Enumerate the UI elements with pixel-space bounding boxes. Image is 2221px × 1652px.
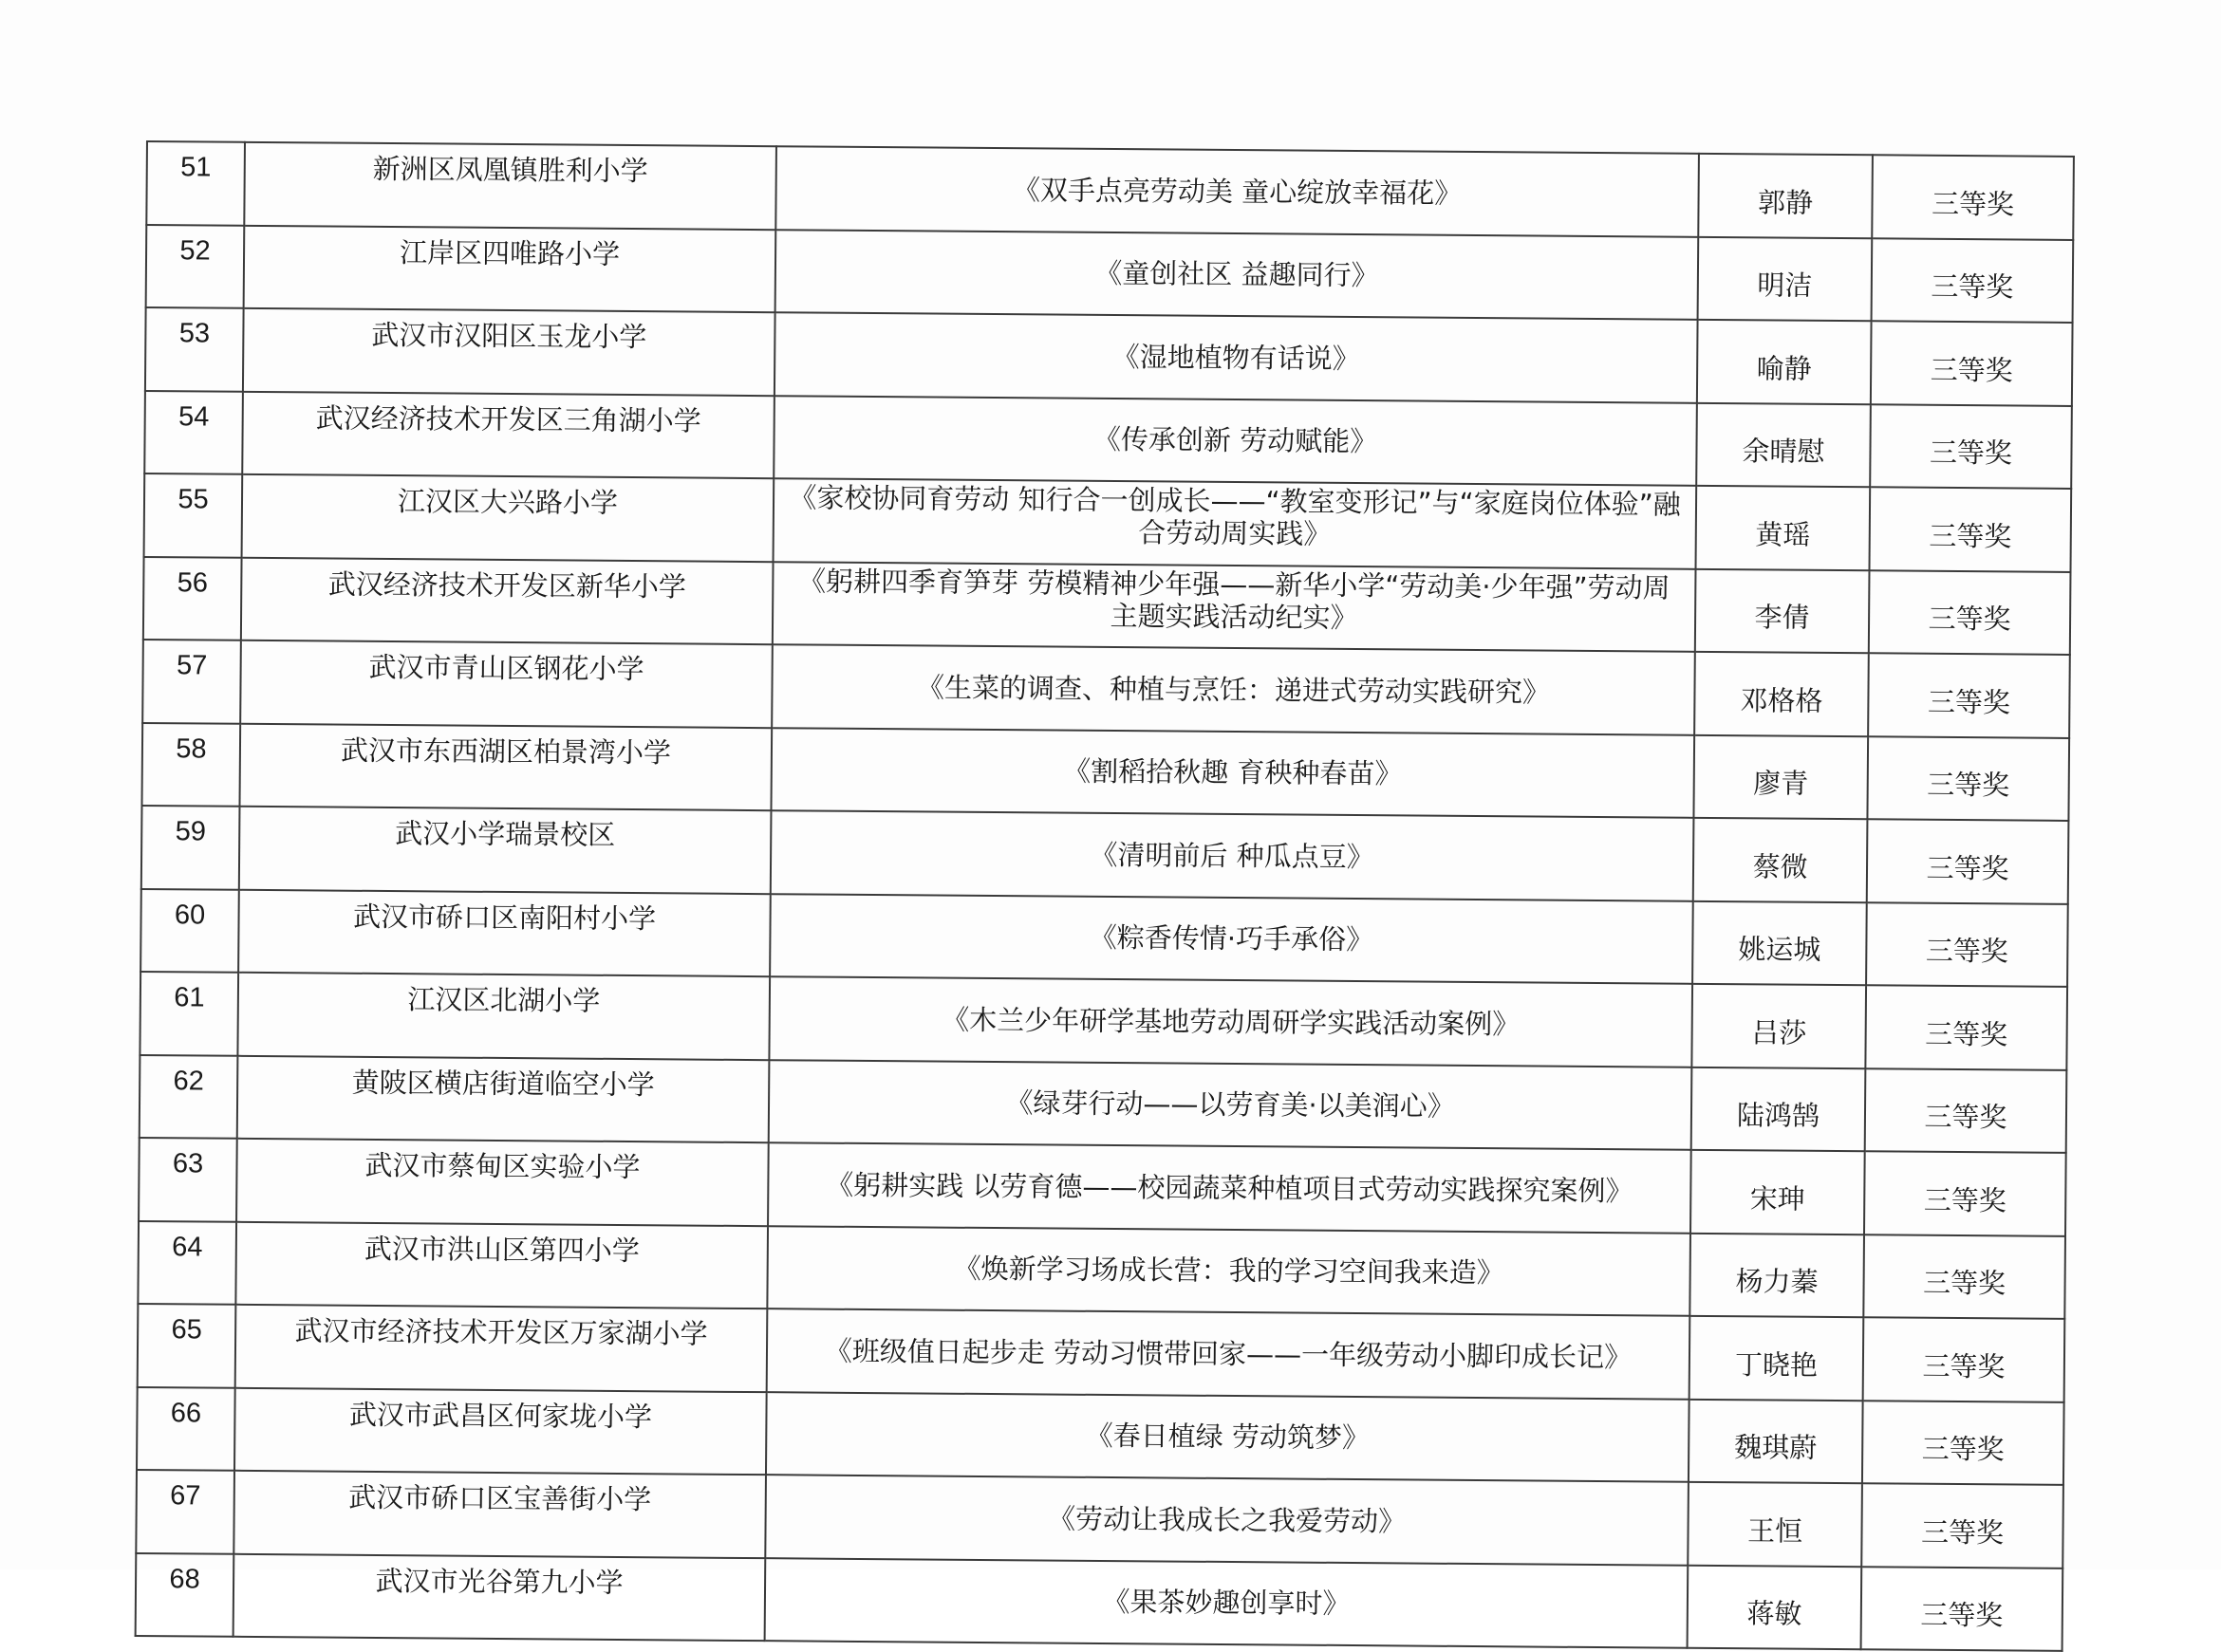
- case-title-cell: 《躬耕四季育笋芽 劳模精神少年强——新华小学“劳动美·少年强”劳动周主题实践活动纪实》: [773, 562, 1696, 652]
- award-level-cell: 三等奖: [1869, 570, 2071, 655]
- row-number-cell: 55: [144, 473, 243, 557]
- award-list-table: [135, 140, 2075, 1652]
- school-name-cell: 武汉市武昌区何家垅小学: [234, 1387, 767, 1475]
- school-name-cell: 江岸区四唯路小学: [244, 225, 776, 312]
- row-number-cell: 63: [139, 1138, 237, 1221]
- teacher-name-cell: 姚运城: [1692, 900, 1867, 985]
- case-title-cell: 《春日植绿 劳动筑梦》: [766, 1392, 1689, 1482]
- table-row: [140, 1054, 2067, 1152]
- table-row: [137, 1386, 2064, 1484]
- table-row: [142, 640, 2070, 737]
- school-name-cell: 新洲区凤凰镇胜利小学: [244, 142, 776, 230]
- teacher-name-cell: 魏琪蔚: [1689, 1399, 1863, 1483]
- teacher-name-cell: 李倩: [1695, 568, 1870, 653]
- table-row: [136, 1552, 2063, 1650]
- case-title-cell: 《躬耕实践 以劳育德——校园蔬菜种植项目式劳动实践探究案例》: [768, 1142, 1691, 1233]
- school-name-cell: 江汉区北湖小学: [237, 973, 770, 1060]
- award-level-cell: 三等奖: [1870, 404, 2072, 489]
- table-row: [146, 225, 2074, 323]
- row-number-cell: 60: [140, 888, 239, 972]
- school-name-cell: 武汉市蔡甸区实验小学: [236, 1139, 769, 1226]
- award-level-cell: 三等奖: [1872, 155, 2074, 239]
- table-row: [140, 972, 2067, 1069]
- school-name-cell: 武汉市青山区钢花小学: [240, 640, 773, 728]
- school-name-cell: 武汉市东西湖区柏景湾小学: [239, 723, 772, 810]
- school-name-cell: 江汉区大兴路小学: [242, 474, 775, 562]
- award-level-cell: 三等奖: [1870, 487, 2072, 571]
- table-row: [144, 473, 2072, 571]
- teacher-name-cell: 郭静: [1698, 154, 1873, 238]
- award-level-cell: 三等奖: [1864, 1151, 2066, 1235]
- row-number-cell: 64: [138, 1220, 236, 1304]
- row-number-cell: 67: [136, 1470, 234, 1553]
- row-number-cell: 66: [137, 1386, 235, 1470]
- case-title-cell: 《割稻拾秋趣 育秧种春苗》: [771, 728, 1694, 818]
- case-title-cell: 《劳动让我成长之我爱劳动》: [765, 1475, 1689, 1565]
- teacher-name-cell: 吕莎: [1691, 984, 1866, 1068]
- row-number-cell: 51: [146, 141, 245, 225]
- case-title-cell: 《粽香传情·巧手承俗》: [770, 894, 1693, 984]
- row-number-cell: 59: [141, 806, 240, 889]
- school-name-cell: 武汉经济技术开发区三角湖小学: [242, 391, 775, 478]
- school-name-cell: 武汉市光谷第九小学: [233, 1553, 766, 1641]
- case-title-cell: 《传承创新 劳动赋能》: [774, 396, 1697, 486]
- case-title-cell: 《焕新学习场成长营：我的学习空间我来造》: [767, 1226, 1690, 1316]
- award-level-cell: 三等奖: [1862, 1401, 2064, 1485]
- teacher-name-cell: 蔡微: [1693, 818, 1868, 902]
- teacher-name-cell: 蒋敏: [1688, 1565, 1862, 1649]
- case-title-cell: 《木兰少年研学基地劳动周研学实践活动案例》: [769, 976, 1692, 1067]
- row-number-cell: 52: [146, 225, 245, 308]
- award-level-cell: 三等奖: [1867, 819, 2069, 903]
- award-level-cell: 三等奖: [1867, 736, 2069, 821]
- case-title-cell: 《湿地植物有话说》: [775, 312, 1698, 402]
- case-title-cell: 《清明前后 种瓜点豆》: [771, 810, 1694, 900]
- teacher-name-cell: 王恒: [1688, 1482, 1862, 1567]
- table-row: [138, 1220, 2065, 1318]
- school-name-cell: 武汉市汉阳区玉龙小学: [243, 308, 775, 396]
- case-title-cell: 《双手点亮劳动美 童心绽放幸福花》: [775, 146, 1699, 236]
- table-row: [140, 888, 2068, 986]
- teacher-name-cell: 邓格格: [1694, 652, 1869, 736]
- award-level-cell: 三等奖: [1871, 321, 2073, 405]
- case-title-cell: 《生菜的调查、种植与烹饪：递进式劳动实践研究》: [772, 644, 1695, 734]
- teacher-name-cell: 杨力蓁: [1689, 1233, 1864, 1317]
- school-name-cell: 武汉小学瑞景校区: [239, 807, 772, 894]
- table-row: [138, 1304, 2065, 1401]
- award-level-cell: 三等奖: [1863, 1317, 2065, 1401]
- row-number-cell: 56: [143, 556, 242, 640]
- table-row: [143, 556, 2071, 654]
- row-number-cell: 57: [142, 640, 241, 723]
- table-row: [144, 390, 2072, 488]
- case-title-cell: 《家校协同育劳动 知行合一创成长——“教室变形记”与“家庭岗位体验”融合劳动周实践》: [774, 478, 1697, 568]
- row-number-cell: 54: [144, 390, 243, 473]
- row-number-cell: 62: [140, 1054, 238, 1138]
- row-number-cell: 68: [136, 1552, 234, 1636]
- award-level-cell: 三等奖: [1868, 653, 2070, 737]
- table-row: [136, 1470, 2063, 1568]
- teacher-name-cell: 丁晓艳: [1689, 1316, 1864, 1401]
- award-level-cell: 三等奖: [1865, 1068, 2067, 1153]
- school-name-cell: 武汉市硚口区宝善街小学: [233, 1471, 766, 1558]
- award-level-cell: 三等奖: [1861, 1567, 2063, 1651]
- row-number-cell: 65: [138, 1304, 236, 1387]
- table-row: [139, 1138, 2066, 1235]
- case-title-cell: 《班级值日起步走 劳动习惯带回家——一年级劳动小脚印成长记》: [767, 1309, 1690, 1399]
- award-level-cell: 三等奖: [1872, 238, 2074, 323]
- table-row: [141, 806, 2069, 903]
- teacher-name-cell: 宋珅: [1690, 1150, 1865, 1234]
- teacher-name-cell: 陆鸿鹄: [1691, 1067, 1866, 1151]
- award-list-body: [136, 141, 2074, 1651]
- case-title-cell: 《绿芽行动——以劳育美·以美润心》: [769, 1060, 1692, 1150]
- row-number-cell: 53: [145, 307, 244, 391]
- table-row: [145, 307, 2073, 405]
- school-name-cell: 武汉市洪山区第四小学: [235, 1221, 768, 1309]
- award-level-cell: 三等奖: [1866, 902, 2068, 987]
- school-name-cell: 武汉经济技术开发区新华小学: [241, 557, 774, 644]
- teacher-name-cell: 黄瑶: [1696, 486, 1871, 570]
- teacher-name-cell: 余晴慰: [1696, 402, 1871, 487]
- table-row: [141, 722, 2069, 820]
- school-name-cell: 武汉市经济技术开发区万家湖小学: [235, 1305, 768, 1392]
- award-level-cell: 三等奖: [1865, 985, 2067, 1069]
- row-number-cell: 58: [141, 722, 240, 806]
- award-level-cell: 三等奖: [1863, 1234, 2065, 1319]
- teacher-name-cell: 廖青: [1693, 734, 1868, 819]
- row-number-cell: 61: [140, 972, 238, 1055]
- school-name-cell: 黄陂区横店街道临空小学: [237, 1055, 770, 1142]
- case-title-cell: 《果茶妙趣创享时》: [765, 1558, 1689, 1648]
- school-name-cell: 武汉市硚口区南阳村小学: [238, 889, 771, 976]
- case-title-cell: 《童创社区 益趣同行》: [775, 230, 1699, 320]
- award-level-cell: 三等奖: [1861, 1483, 2063, 1568]
- table-row: [146, 141, 2074, 239]
- teacher-name-cell: 喻静: [1697, 320, 1872, 404]
- teacher-name-cell: 明洁: [1698, 236, 1873, 321]
